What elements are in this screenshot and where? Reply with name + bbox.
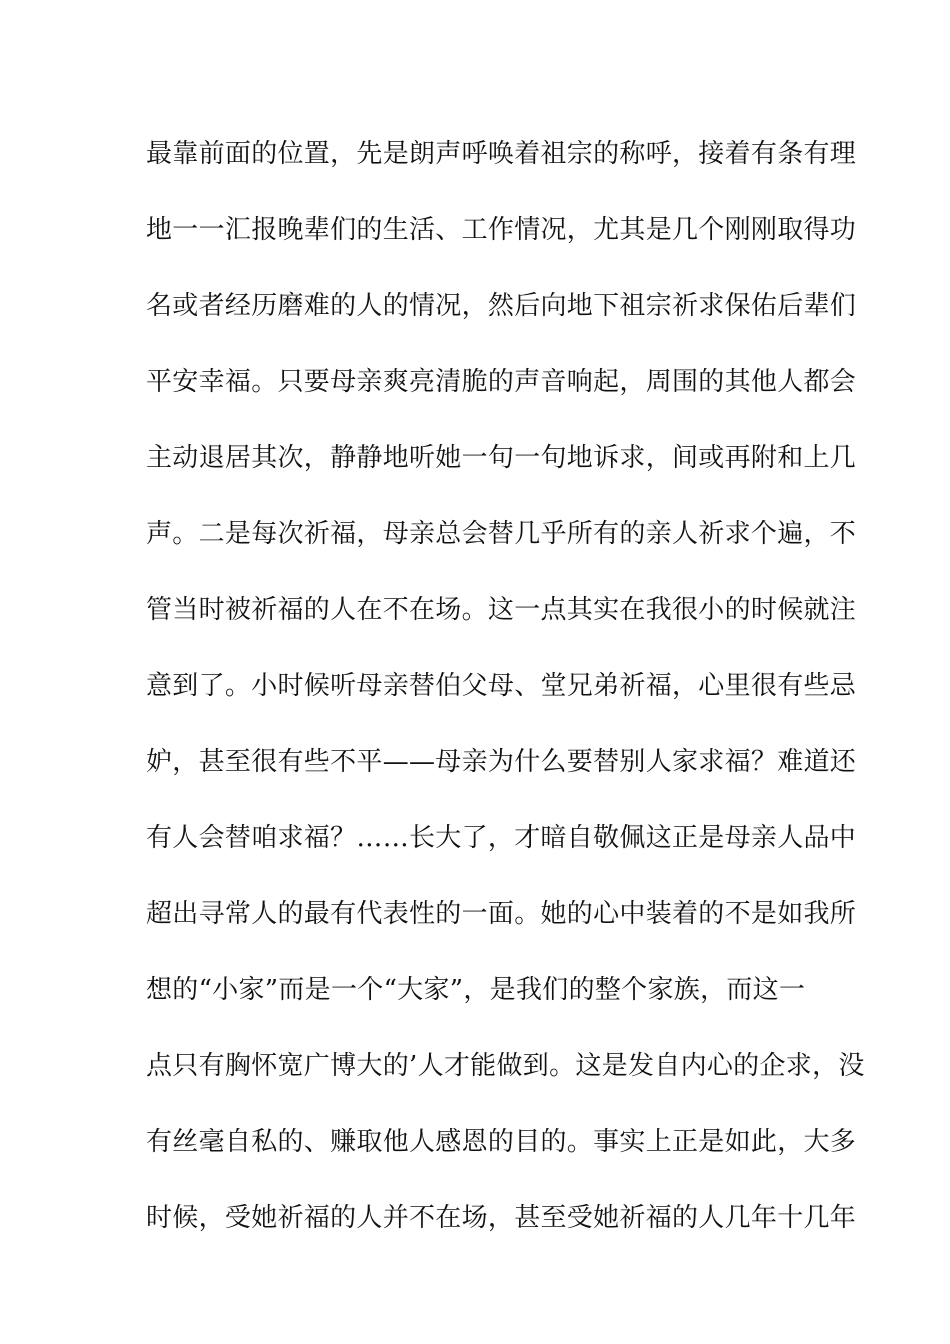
- text-line: 意到了。小时候听母亲替伯父母、堂兄弟祈福，心里很有些忌: [146, 671, 857, 701]
- text-line: 名或者经历磨难的人的情况，然后向地下祖宗祈求保佑后辈们: [146, 291, 857, 321]
- text-line: 妒，甚至很有些不平——母亲为什么要替别人家求福？难道还: [146, 747, 857, 777]
- text-line: 主动退居其次，静静地听她一句一句地诉求，间或再附和上几: [146, 443, 857, 473]
- text-line: 想的“小家”而是一个“大家”，是我们的整个家族，而这一: [146, 975, 806, 1005]
- body-text: [146, 132, 865, 1272]
- text-line: 地一一汇报晚辈们的生活、工作情况，尤其是几个刚刚取得功: [146, 215, 857, 245]
- text-line: 时候，受她祈福的人并不在场，甚至受她祈福的人几年十几年: [146, 1203, 857, 1233]
- text-line: 管当时被祈福的人在不在场。这一点其实在我很小的时候就注: [146, 595, 857, 625]
- text-line: 声。二是每次祈福，母亲总会替几乎所有的亲人祈求个遍，不: [146, 519, 857, 549]
- text-line: 超出寻常人的最有代表性的一面。她的心中装着的不是如我所: [146, 899, 857, 929]
- text-line: 最靠前面的位置，先是朗声呼唤着祖宗的称呼，接着有条有理: [146, 139, 857, 169]
- text-line: 点只有胸怀宽广博大的’人才能做到。这是发自内心的企求，没: [146, 1051, 865, 1081]
- text-line: 有丝毫自私的、赚取他人感恩的目的。事实上正是如此，大多: [146, 1127, 857, 1157]
- text-line: 有人会替咱求福？……长大了，才暗自敬佩这正是母亲人品中: [146, 823, 857, 853]
- text-line: 平安幸福。只要母亲爽亮清脆的声音响起，周围的其他人都会: [146, 367, 857, 397]
